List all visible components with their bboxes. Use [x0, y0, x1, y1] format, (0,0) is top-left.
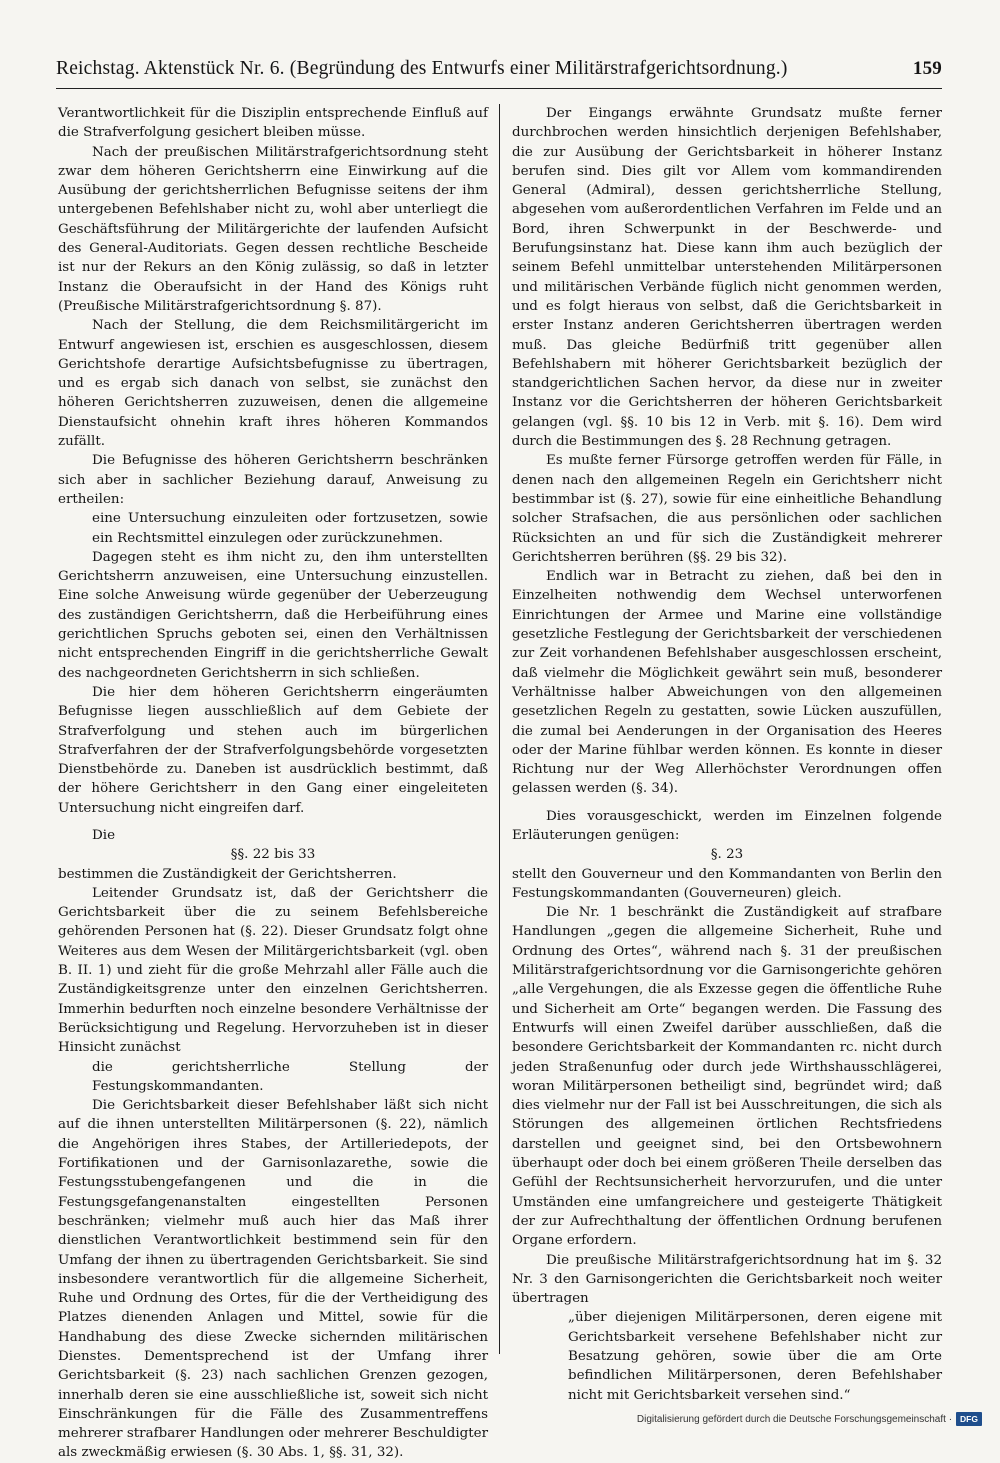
dfg-logo: DFG — [956, 1412, 982, 1426]
paragraph: bestimmen die Zuständigkeit der Gerichtsherren. — [58, 866, 397, 882]
paragraph: Nach der preußischen Militärstrafgerichtsordnung steht zwar dem höheren Gerichtsherrn eine Einwirkung auf die Ausübung der gerichtsherrlichen Befugnisse seitens der ihm untergebenen Befehlshaber nicht zu, wohl aber unterliegt die Geschäftsführung der Militärgerichte der laufenden Aufsicht des General-Auditoriats. Gegen dessen rechtliche Bescheide ist nur der Rekurs an den König zulässig, so daß in letzter Instanz die Oberaufsicht in der Hand des Königs ruht (Preußische Militärstrafgerichtsordnung §. 87). — [58, 144, 488, 314]
paragraph: Die Befugnisse des höheren Gerichtsherrn beschränken sich aber in sachlicher Beziehung darauf, Anweisung zu ertheilen: — [58, 453, 488, 507]
indented-paragraph: die gerichtsherrliche Stellung der Festungskommandanten. — [92, 1059, 488, 1094]
paragraph: Dagegen steht es ihm nicht zu, den ihm unterstellten Gerichtsherrn anzuweisen, eine Untersuchung einzustellen. Eine solche Anweisung würde gegenüber der Ueberzeugung des zuständigen Gerichtsherrn, daß die Herbeiführung eines gerichtlichen Spruchs geboten sei, einen den Verhältnissen nicht entsprechenden Eingriff in die gerichtsherrliche Gewalt des nachgeordneten Gerichtsherrn in sich schließen. — [58, 549, 488, 681]
column-divider — [499, 104, 500, 1354]
paragraph: stellt den Gouverneur und den Kommandanten von Berlin den Festungskommandanten (Gouverneuren) gleich. — [512, 866, 942, 901]
paragraph: Es mußte ferner Fürsorge getroffen werden für Fälle, in denen nach den allgemeinen Regeln ein Gerichtsherr nicht bestimmbar ist (§. 27), sowie für eine einheitliche Behandlung solcher Strafsachen, die aus persönlichen oder sachlichen Rücksichten an und für sich die Zuständigkeit mehrerer Gerichtsherren berühren (§§. 29 bis 32). — [512, 453, 942, 565]
section-heading: §. 23 — [710, 847, 744, 863]
header-title: Reichstag. Aktenstück Nr. 6. (Begründung des Entwurfs einer Militärstrafgerichtsordnung.) — [56, 58, 788, 79]
paragraph: Nach der Stellung, die dem Reichsmilitärgericht im Entwurf angewiesen ist, erschien es ausgeschlossen, diesem Gerichtshofe derartige Aufsichtsbefugnisse zu übertragen, und es ergab sich danach von selbst, sie zunächst den höheren Gerichtsherren zuzuweisen, denen die allgemeine Dienstaufsicht ohnehin kraft ihres höheren Kommandos zufällt. — [58, 318, 488, 450]
page-number: 159 — [912, 58, 942, 79]
page-header — [56, 58, 942, 86]
paragraph: Die Nr. 1 beschränkt die Zuständigkeit auf strafbare Handlungen „gegen die allgemeine Sicherheit, Ruhe und Ordnung des Ortes“, während nach §. 31 der preußischen Militärstrafgerichtsordnung vor die Garnisongerichte gehören „alle Vergehungen, die als Exzesse gegen die öffentliche Ruhe und Sicherheit am Orte“ begangen werden. Die Fassung des Entwurfs will einen Zweifel darüber ausschließen, daß die besondere Gerichtsbarkeit der Kommandanten rc. nicht durch jeden Straßenunfug oder durch jede Wirthshausschlägerei, woran Militärpersonen betheiligt sind, begründet wird; daß dies vielmehr nur der Fall ist bei Ausschreitungen, die sich als Störungen des allgemeinen örtlichen Rechtsfriedens darstellen und geeignet sind, bei den Ortsbewohnern überhaupt oder doch bei einem größeren Theile derselben das Gefühl der Rechtsunsicherheit hervorzurufen, und die unter Umständen eine umfangreichere und gesteigerte Thätigkeit der zur Aufrechthaltung der öffentlichen Ordnung berufenen Organe erfordern. — [512, 905, 942, 1249]
paragraph: Der Eingangs erwähnte Grundsatz mußte ferner durchbrochen werden hinsichtlich derjenigen Befehlshaber, die zur Ausübung der Gerichtsbarkeit in höherer Instanz berufen sind. Dies gilt vor Allem vom kommandirenden General (Admiral), dessen gerichtsherrliche Stellung, abgesehen vom außerordentlichen Verfahren im Felde und an Bord, ihren Schwerpunkt in der Beschwerde- und Berufungsinstanz hat. Diese kann ihm auch bezüglich der seinem Befehl unmittelbar unterstehenden Militärpersonen und militärischen Verbände füglich nicht genommen werden, und es folgt hieraus von selbst, daß die Gerichtsbarkeit in erster Instanz anderen Gerichtsherren übertragen werden muß. Das gleiche Bedürfniß tritt gegenüber allen Befehlshabern mit höherer Gerichtsbarkeit bezüglich der standgerichtlichen Sachen hervor, da diese nur in zweiter Instanz vor die Gerichtsherren der höheren Gerichtsbarkeit gelangen (vgl. §§. 10 bis 12 in Verb. mit §. 16). Dem wird durch die Bestimmungen des §. 28 Rechnung getragen. — [512, 106, 942, 450]
indented-paragraph: eine Untersuchung einzuleiten oder fortzusetzen, sowie ein Rechtsmittel einzulegen oder zurückzunehmen. — [92, 511, 488, 546]
paragraph: Die preußische Militärstrafgerichtsordnung hat im §. 32 Nr. 3 den Garnisongerichten die Gerichtsbarkeit noch weiter übertragen — [512, 1252, 942, 1307]
paragraph: Die Gerichtsbarkeit dieser Befehlshaber läßt sich nicht auf die ihnen unterstellten Militärpersonen (§. 22), nämlich die Angehörigen ihres Stabes, der Artilleriedepots, der Fortifikationen und der Garnisonlazarethe, sowie die Festungsstubengefangenen und die in die Festungsgefangenanstalten eingestellten Personen beschränken; vielmehr muß auch hier das Maß ihrer dienstlichen Verantwortlichkeit bestimmend sein für den Umfang der ihnen zu übertragenden Gerichtsbarkeit. Sie sind insbesondere verantwortlich für die allgemeine Sicherheit, Ruhe und Ordnung des Ortes, für die der Vertheidigung des Platzes dienenden Anlagen und Mittel, sowie für die Handhabung des diese Zwecke sichernden militärischen Dienstes. Dementsprechend ist der Umfang ihrer Gerichtsbarkeit (§. 23) nach sachlichen Grenzen gezogen, innerhalb deren sie eine ausschließliche ist, soweit sich nicht Einschränkungen für die Fälle des Zusammentreffens mehrerer strafbarer Handlungen oder mehrerer Beschuldigter als zweckmäßig erwiesen (§. 30 Abs. 1, §§. 31, 32). — [58, 1098, 488, 1461]
footer — [637, 1412, 982, 1426]
right-column — [512, 104, 942, 1405]
paragraph: Dies vorausgeschickt, werden im Einzelnen folgende Erläuterungen genügen: — [512, 808, 942, 843]
paragraph: Die hier dem höheren Gerichtsherrn eingeräumten Befugnisse liegen ausschließlich auf dem Gebiete der Strafverfolgung und stehen auch im bürgerlichen Strafverfahren der der Strafverfolgungsbehörde vorgesetzten Dienstbehörde zu. Daneben ist ausdrücklich bestimmt, daß der höhere Gerichtsherr in den Gang einer eingeleiteten Untersuchung nicht eingreifen darf. — [58, 684, 488, 816]
paragraph: Leitender Grundsatz ist, daß der Gerichtsherr die Gerichtsbarkeit über die zu seinem Befehlsbereiche gehörenden Personen hat (§. 22). Dieser Grundsatz folgt ohne Weiteres aus dem Wesen der Militärgerichtsbarkeit (vgl. oben B. II. 1) und zieht für die große Mehrzahl aller Fälle auch die Zuständigkeitsgrenze unter den einzelnen Gerichtsherren. Immerhin bedurften noch einzelne besondere Verhältnisse der Berücksichtigung und Regelung. Hervorzuheben ist in dieser Hinsicht zunächst — [58, 885, 488, 1056]
paragraph: Endlich war in Betracht zu ziehen, daß bei den in Einzelheiten nothwendig dem Wechsel unterworfenen Einrichtungen der Armee und Marine eine vollständige gesetzliche Festlegung der Gerichtsbarkeit der verschiedenen zur Zeit vorhandenen Befehlshaber ausgeschlossen erscheint, daß vielmehr die Möglichkeit gewährt sein muß, besonderer Verhältnisse halber Abweichungen von den allgemeinen gesetzlichen Regeln zu gestatten, sowie Lücken auszufüllen, die zumal bei Aenderungen in der Organisation des Heeres oder der Marine fühlbar werden können. Es konnte in dieser Richtung nur der Weg Allerhöchster Verordnungen offen gelassen werden (§. 34). — [512, 569, 942, 797]
left-column — [58, 104, 488, 1463]
footer-credit: Digitalisierung gefördert durch die Deutsche Forschungsgemeinschaft · — [636, 1413, 953, 1425]
paragraph: Verantwortlichkeit für die Disziplin entsprechende Einfluß auf die Strafverfolgung gesichert bleiben müsse. — [58, 106, 488, 141]
section-heading: §§. 22 bis 33 — [230, 847, 316, 863]
paragraph: Die — [92, 827, 116, 843]
block-quote: „über diejenigen Militärpersonen, deren eigene mit Gerichtsbarkeit versehene Befehlshaber nicht zur Besatzung gehören, sowie über die am Orte befindlichen Militärpersonen, deren Befehlshaber nicht mit Gerichtsbarkeit versehen sind.“ — [568, 1310, 942, 1403]
header-rule — [56, 88, 942, 89]
